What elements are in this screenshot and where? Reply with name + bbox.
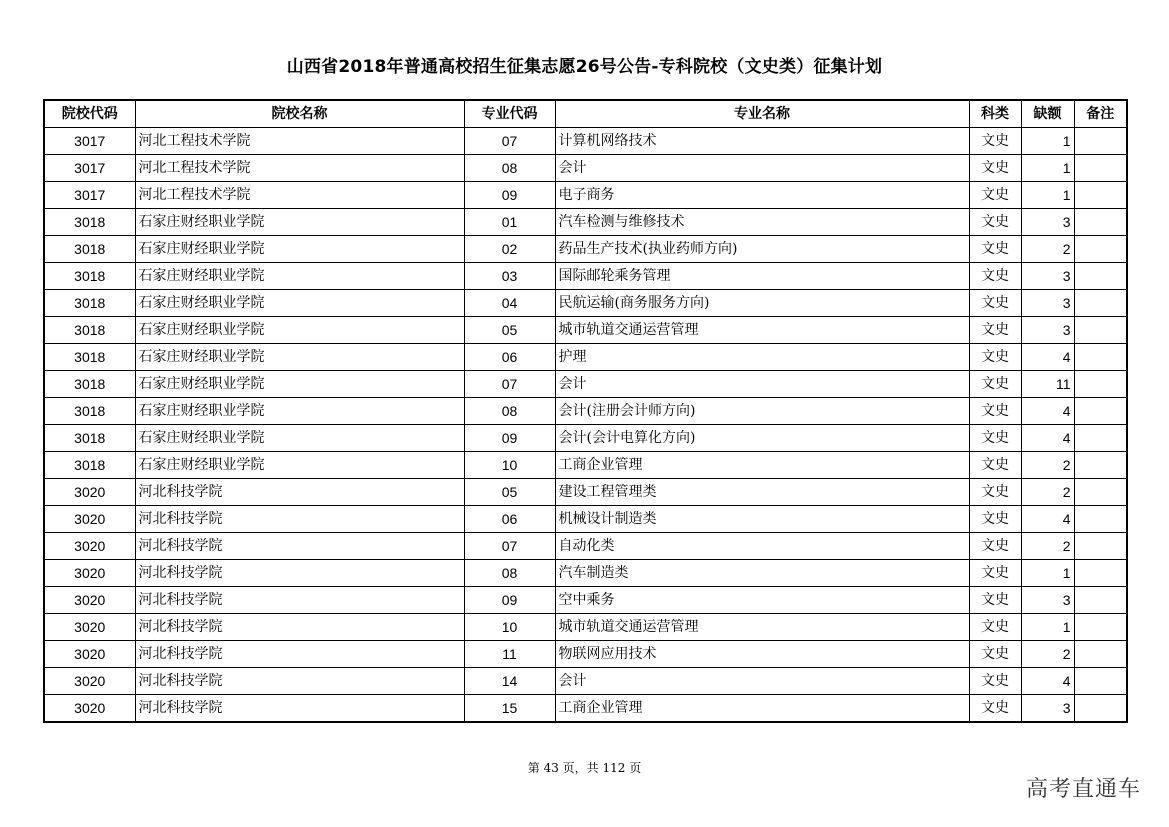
cell-note [1074, 290, 1127, 317]
cell-note [1074, 560, 1127, 587]
cell-major-code: 07 [464, 128, 555, 155]
cell-school-code: 3020 [44, 479, 135, 506]
cell-major-code: 07 [464, 533, 555, 560]
table-row [44, 344, 1127, 371]
cell-category: 文史 [969, 128, 1021, 155]
cell-major-code: 05 [464, 317, 555, 344]
header-quota: 缺额 [1021, 100, 1074, 128]
cell-category: 文史 [969, 155, 1021, 182]
cell-note [1074, 317, 1127, 344]
cell-major-name: 会计(会计电算化方向) [555, 425, 969, 452]
cell-school-name: 石家庄财经职业学院 [135, 425, 464, 452]
cell-note [1074, 641, 1127, 668]
cell-note [1074, 506, 1127, 533]
header-note: 备注 [1074, 100, 1127, 128]
cell-category: 文史 [969, 533, 1021, 560]
cell-note [1074, 587, 1127, 614]
cell-school-code: 3018 [44, 371, 135, 398]
cell-category: 文史 [969, 398, 1021, 425]
table-row [44, 479, 1127, 506]
cell-school-code: 3018 [44, 398, 135, 425]
table-row [44, 695, 1127, 723]
cell-note [1074, 371, 1127, 398]
table-row [44, 641, 1127, 668]
cell-quota: 2 [1021, 479, 1074, 506]
cell-note [1074, 425, 1127, 452]
cell-major-code: 07 [464, 371, 555, 398]
cell-note [1074, 452, 1127, 479]
cell-quota: 4 [1021, 425, 1074, 452]
table-row [44, 533, 1127, 560]
cell-category: 文史 [969, 587, 1021, 614]
table-row [44, 452, 1127, 479]
cell-school-code: 3017 [44, 155, 135, 182]
cell-major-code: 08 [464, 155, 555, 182]
cell-major-code: 09 [464, 587, 555, 614]
cell-school-name: 河北科技学院 [135, 641, 464, 668]
table-row [44, 371, 1127, 398]
cell-quota: 3 [1021, 290, 1074, 317]
cell-note [1074, 236, 1127, 263]
cell-note [1074, 128, 1127, 155]
cell-note [1074, 479, 1127, 506]
cell-major-name: 会计 [555, 371, 969, 398]
cell-major-code: 06 [464, 344, 555, 371]
cell-category: 文史 [969, 317, 1021, 344]
cell-school-code: 3020 [44, 560, 135, 587]
cell-school-code: 3018 [44, 209, 135, 236]
cell-school-code: 3018 [44, 452, 135, 479]
table-row [44, 587, 1127, 614]
cell-school-name: 河北科技学院 [135, 533, 464, 560]
cell-major-code: 15 [464, 695, 555, 723]
cell-quota: 11 [1021, 371, 1074, 398]
page-footer: 第 43 页，共 112 页 [527, 761, 642, 775]
cell-major-name: 药品生产技术(执业药师方向) [555, 236, 969, 263]
cell-school-name: 河北科技学院 [135, 506, 464, 533]
cell-school-name: 石家庄财经职业学院 [135, 398, 464, 425]
table-row [44, 209, 1127, 236]
cell-major-code: 14 [464, 668, 555, 695]
cell-major-name: 城市轨道交通运营管理 [555, 614, 969, 641]
table-row [44, 668, 1127, 695]
table-row [44, 182, 1127, 209]
cell-school-code: 3020 [44, 614, 135, 641]
cell-school-name: 石家庄财经职业学院 [135, 290, 464, 317]
cell-category: 文史 [969, 209, 1021, 236]
cell-school-name: 石家庄财经职业学院 [135, 344, 464, 371]
cell-major-name: 城市轨道交通运营管理 [555, 317, 969, 344]
cell-major-name: 会计 [555, 155, 969, 182]
cell-school-code: 3020 [44, 506, 135, 533]
cell-note [1074, 263, 1127, 290]
cell-category: 文史 [969, 668, 1021, 695]
cell-major-name: 建设工程管理类 [555, 479, 969, 506]
table-row [44, 614, 1127, 641]
cell-major-name: 计算机网络技术 [555, 128, 969, 155]
cell-quota: 4 [1021, 506, 1074, 533]
cell-quota: 3 [1021, 317, 1074, 344]
cell-school-name: 石家庄财经职业学院 [135, 452, 464, 479]
header-category: 科类 [969, 100, 1021, 128]
cell-school-code: 3018 [44, 344, 135, 371]
cell-major-code: 01 [464, 209, 555, 236]
cell-major-code: 08 [464, 398, 555, 425]
table-body [44, 128, 1127, 723]
cell-category: 文史 [969, 290, 1021, 317]
cell-major-code: 10 [464, 452, 555, 479]
cell-category: 文史 [969, 452, 1021, 479]
table-row [44, 317, 1127, 344]
cell-school-code: 3020 [44, 641, 135, 668]
cell-note [1074, 533, 1127, 560]
cell-note [1074, 695, 1127, 723]
table-row [44, 290, 1127, 317]
cell-note [1074, 182, 1127, 209]
watermark-logo-text: 高考直通车 [1025, 777, 1141, 802]
cell-category: 文史 [969, 614, 1021, 641]
cell-major-name: 工商企业管理 [555, 452, 969, 479]
cell-category: 文史 [969, 425, 1021, 452]
cell-category: 文史 [969, 695, 1021, 723]
cell-category: 文史 [969, 236, 1021, 263]
cell-category: 文史 [969, 506, 1021, 533]
cell-quota: 4 [1021, 668, 1074, 695]
cell-major-code: 05 [464, 479, 555, 506]
cell-quota: 1 [1021, 560, 1074, 587]
cell-quota: 1 [1021, 155, 1074, 182]
cell-category: 文史 [969, 344, 1021, 371]
table-row [44, 263, 1127, 290]
cell-note [1074, 398, 1127, 425]
cell-quota: 2 [1021, 641, 1074, 668]
cell-major-code: 09 [464, 425, 555, 452]
cell-school-name: 河北科技学院 [135, 695, 464, 723]
cell-category: 文史 [969, 560, 1021, 587]
cell-school-name: 河北科技学院 [135, 560, 464, 587]
cell-school-name: 石家庄财经职业学院 [135, 263, 464, 290]
cell-school-name: 河北工程技术学院 [135, 182, 464, 209]
header-major-name: 专业名称 [555, 100, 969, 128]
cell-school-name: 河北科技学院 [135, 479, 464, 506]
cell-major-code: 02 [464, 236, 555, 263]
cell-quota: 3 [1021, 695, 1074, 723]
cell-note [1074, 209, 1127, 236]
cell-quota: 2 [1021, 452, 1074, 479]
cell-category: 文史 [969, 641, 1021, 668]
table-row [44, 155, 1127, 182]
cell-school-code: 3018 [44, 263, 135, 290]
cell-quota: 1 [1021, 614, 1074, 641]
cell-major-name: 机械设计制造类 [555, 506, 969, 533]
cell-note [1074, 155, 1127, 182]
cell-school-code: 3018 [44, 290, 135, 317]
cell-note [1074, 344, 1127, 371]
cell-major-code: 06 [464, 506, 555, 533]
cell-major-code: 09 [464, 182, 555, 209]
cell-school-code: 3020 [44, 695, 135, 723]
cell-quota: 4 [1021, 398, 1074, 425]
table-row [44, 128, 1127, 155]
table-row [44, 560, 1127, 587]
cell-note [1074, 614, 1127, 641]
cell-school-name: 石家庄财经职业学院 [135, 371, 464, 398]
cell-major-code: 11 [464, 641, 555, 668]
enrollment-plan-table [43, 99, 1128, 723]
table-row [44, 398, 1127, 425]
header-school-name: 院校名称 [135, 100, 464, 128]
cell-school-code: 3017 [44, 182, 135, 209]
cell-major-name: 电子商务 [555, 182, 969, 209]
cell-category: 文史 [969, 263, 1021, 290]
cell-quota: 3 [1021, 587, 1074, 614]
cell-school-name: 河北科技学院 [135, 587, 464, 614]
cell-major-code: 03 [464, 263, 555, 290]
cell-major-name: 汽车检测与维修技术 [555, 209, 969, 236]
cell-major-name: 空中乘务 [555, 587, 969, 614]
table-row [44, 506, 1127, 533]
table-row [44, 236, 1127, 263]
header-school-code: 院校代码 [44, 100, 135, 128]
document-title: 山西省2018年普通高校招生征集志愿26号公告-专科院校（文史类）征集计划 [286, 57, 883, 77]
cell-major-name: 民航运输(商务服务方向) [555, 290, 969, 317]
header-major-code: 专业代码 [464, 100, 555, 128]
cell-category: 文史 [969, 371, 1021, 398]
cell-quota: 4 [1021, 344, 1074, 371]
cell-major-code: 04 [464, 290, 555, 317]
cell-quota: 3 [1021, 209, 1074, 236]
cell-major-name: 会计 [555, 668, 969, 695]
table-header-row [44, 100, 1127, 128]
cell-school-name: 河北科技学院 [135, 614, 464, 641]
cell-note [1074, 668, 1127, 695]
cell-category: 文史 [969, 479, 1021, 506]
table-row [44, 425, 1127, 452]
cell-school-code: 3018 [44, 236, 135, 263]
cell-major-name: 国际邮轮乘务管理 [555, 263, 969, 290]
cell-quota: 1 [1021, 182, 1074, 209]
cell-school-code: 3018 [44, 425, 135, 452]
cell-school-code: 3017 [44, 128, 135, 155]
cell-school-name: 石家庄财经职业学院 [135, 236, 464, 263]
cell-major-code: 10 [464, 614, 555, 641]
cell-school-name: 河北工程技术学院 [135, 155, 464, 182]
cell-major-code: 08 [464, 560, 555, 587]
cell-major-name: 自动化类 [555, 533, 969, 560]
cell-school-name: 河北工程技术学院 [135, 128, 464, 155]
cell-major-name: 汽车制造类 [555, 560, 969, 587]
cell-school-name: 河北科技学院 [135, 668, 464, 695]
cell-school-code: 3020 [44, 668, 135, 695]
cell-category: 文史 [969, 182, 1021, 209]
cell-school-code: 3020 [44, 587, 135, 614]
cell-major-name: 会计(注册会计师方向) [555, 398, 969, 425]
cell-school-name: 石家庄财经职业学院 [135, 209, 464, 236]
cell-major-name: 物联网应用技术 [555, 641, 969, 668]
cell-quota: 3 [1021, 263, 1074, 290]
cell-school-name: 石家庄财经职业学院 [135, 317, 464, 344]
cell-major-name: 护理 [555, 344, 969, 371]
cell-quota: 2 [1021, 533, 1074, 560]
cell-quota: 1 [1021, 128, 1074, 155]
cell-school-code: 3020 [44, 533, 135, 560]
cell-quota: 2 [1021, 236, 1074, 263]
cell-school-code: 3018 [44, 317, 135, 344]
cell-major-name: 工商企业管理 [555, 695, 969, 723]
